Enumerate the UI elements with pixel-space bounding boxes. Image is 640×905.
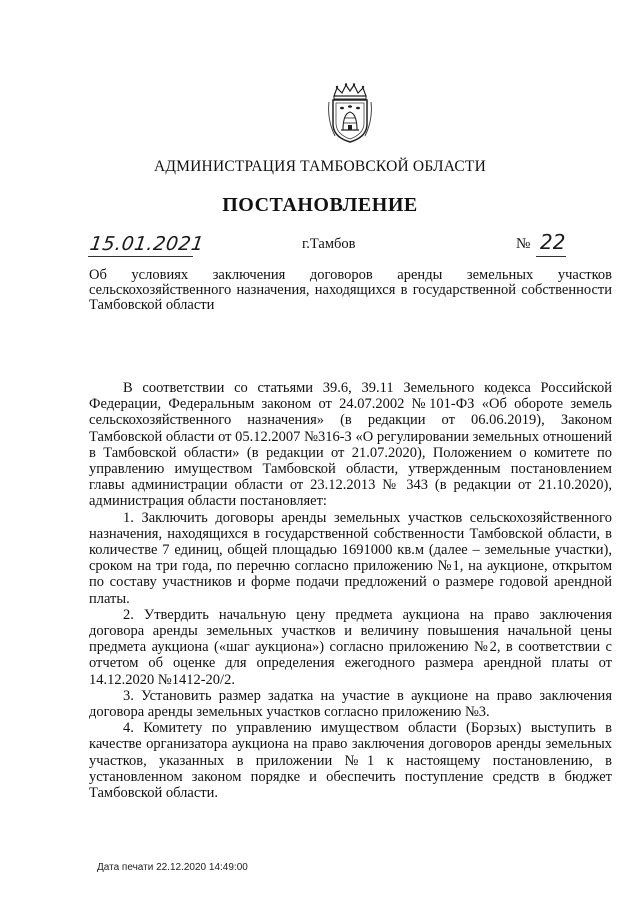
document-body — [89, 380, 612, 801]
body-paragraph-1: 1. Заключить договоры аренды земельных участков сельскохозяйственного назначения, находящихся в государственной собственности Тамбовской области, в количестве 7 единиц, общей площадью 1691000 кв.м (далее – земельные участки), сроком на три года, по перечню согласно приложению №1, на аукционе, открытом по составу участников и форме подачи предложений о размере годовой арендной платы. — [89, 509, 612, 607]
number-label: № — [516, 236, 531, 252]
document-date: 15.01.2021 — [88, 233, 206, 255]
document-number: 22 — [540, 230, 566, 254]
coat-of-arms-icon — [325, 82, 375, 144]
body-paragraph-2: 2. Утвердить начальную цену предмета аукциона на право заключения договора аренды земельных участков и величину повышения начальной цены предмета аукциона («шаг аукциона») согласно приложению №2, в соответствии с отчетом об оценке для определения ежегодного размера арендной платы от 14.12.2020 №1412-20/2. — [89, 606, 612, 688]
print-date-footer: Дата печати 22.12.2020 14:49:00 — [97, 862, 248, 873]
body-paragraph-3: 3. Установить размер задатка на участие в аукционе на право заключения договора аренды земельных участков согласно приложению №3. — [89, 687, 612, 721]
number-underline — [536, 256, 566, 257]
organization-name: АДМИНИСТРАЦИЯ ТАМБОВСКОЙ ОБЛАСТИ — [154, 158, 486, 175]
body-paragraph-4: 4. Комитету по управлению имуществом области (Борзых) выступить в качестве организатора аукциона на право заключения договоров аренды земельных участков, указанных в приложении №1 к настоящему постановлению, в установленном законом порядке и обеспечить поступление средств в бюджет Тамбовской области. — [89, 720, 612, 802]
date-underline — [88, 256, 193, 257]
document-type-title: ПОСТАНОВЛЕНИЕ — [222, 194, 418, 216]
document-city: г.Тамбов — [302, 236, 356, 252]
document-subject: Об условиях заключения договоров аренды земельных участков сельскохозяйственного назначения, находящихся в государственной собственности Тамбовской области — [89, 267, 612, 313]
body-paragraph-preamble: В соответствии со статьями 39.6, 39.11 Земельного кодекса Российской Федерации, Федеральным законом от 24.07.2002 №101-ФЗ «Об обороте земель сельскохозяйственного назначения» (в редакции от 06.06.2019), Законом Тамбовской области от 05.12.2007 №316-З «О регулировании земельных отношений в Тамбовской области» (в редакции от 21.07.2020), Положением о комитете по управлению имуществом Тамбовской области, утвержденным постановлением главы администрации области от 23.12.2013 № 343 (в редакции от 21.10.2020), администрация области постановляет: — [89, 380, 612, 510]
